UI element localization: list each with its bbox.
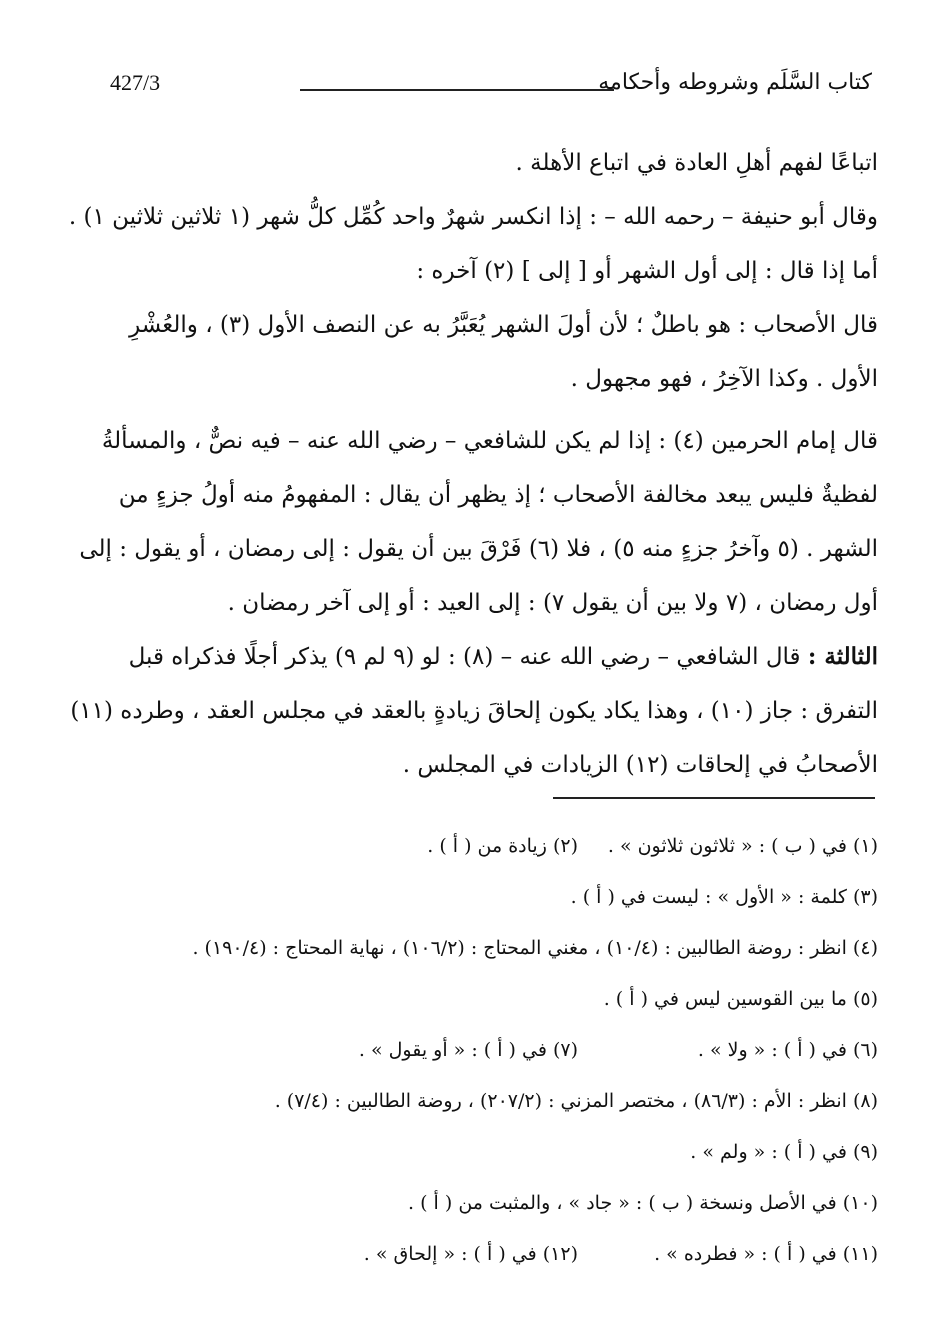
paragraph-line bbox=[110, 630, 878, 684]
paragraph-text: قال الشافعي – رضي الله عنه – (٨) : لو (٩ لم ٩) يذكر أجلًا فذكراه قبل bbox=[128, 644, 801, 670]
paragraph-line: الشهر . (٥ وآخرُ جزءٍ منه ٥) ، فلا (٦) فَرْقَ بين أن يقول : إلى رمضان ، أو يقول : إلى bbox=[79, 536, 878, 562]
paragraph-line: اتباعًا لفهم أهلِ العادة في اتباع الأهلة . bbox=[515, 150, 878, 176]
paragraph-line: قال الأصحاب : هو باطلٌ ؛ لأن أولَ الشهر يُعَبَّرُ به عن النصف الأول (٣) ، والعُشْرِ bbox=[129, 312, 878, 338]
footnote-line bbox=[180, 828, 878, 879]
footnote: (٨) انظر : الأم : (٨٦/٣) ، مختصر المزني : (٢٠٧/٢) ، روضة الطالبين : (٧/٤) . bbox=[274, 1090, 878, 1112]
header-rule bbox=[300, 89, 614, 91]
footnote: (١٠) في الأصل ونسخة ( ب ) : « جاد » ، والمثبت من ( أ ) . bbox=[408, 1192, 878, 1214]
footnote: (١١) في ( أ ) : « فطرده » . bbox=[654, 1243, 878, 1265]
footnote-line bbox=[180, 1032, 878, 1083]
paragraph-line: أول رمضان ، (٧ ولا بين أن يقول ٧) : إلى العيد : أو إلى آخر رمضان . bbox=[227, 590, 878, 616]
paragraph-line: قال إمام الحرمين (٤) : إذا لم يكن للشافعي – رضي الله عنه – فيه نصٌّ ، والمسألةُ bbox=[101, 428, 878, 454]
paragraph-gap bbox=[110, 406, 878, 414]
footnote: (٢) زيادة من ( أ ) . bbox=[427, 835, 578, 857]
footnote: (٣) كلمة : « الأول » : ليست في ( أ ) . bbox=[570, 886, 878, 908]
main-text bbox=[68, 136, 878, 792]
footnote: (٦) في ( أ ) : « ولا » . bbox=[697, 1039, 878, 1061]
paragraph-line: الأصحابُ في إلحاقات (١٢) الزيادات في المجلس . bbox=[402, 752, 878, 778]
footnote: (٩) في ( أ ) : « ولم » . bbox=[690, 1141, 878, 1163]
paragraph-line: التفرق : جاز (١٠) ، وهذا يكاد يكون إلحاقَ زيادةٍ بالعقد في مجلس العقد ، وطرده (١١) bbox=[70, 698, 878, 724]
section-heading: الثالثة : bbox=[807, 643, 878, 670]
page-number: 427/3 bbox=[110, 70, 161, 95]
footnotes bbox=[180, 828, 878, 1287]
footnote: (١٢) في ( أ ) : « إلحاق » . bbox=[363, 1243, 578, 1265]
footnote: (٤) انظر : روضة الطالبين : (١٠/٤) ، مغني المحتاج : (١٠٦/٢) ، نهاية المحتاج : (١٩٠/٤) . bbox=[192, 937, 878, 959]
footnote-rule bbox=[553, 797, 875, 799]
footnote-line bbox=[180, 1236, 878, 1287]
paragraph-line: الأول . وكذا الآخِرُ ، فهو مجهول . bbox=[570, 366, 878, 392]
footnote: (٧) في ( أ ) : « أو يقول » . bbox=[358, 1039, 578, 1061]
running-header bbox=[110, 70, 872, 110]
paragraph-line: وقال أبو حنيفة – رحمه الله – : إذا انكسر شهرٌ واحد كُمِّل كلُّ شهر (١ ثلاثين ثلاثين ١) . bbox=[68, 204, 878, 230]
footnote: (١) في ( ب ) : « ثلاثون ثلاثون » . bbox=[607, 835, 878, 857]
paragraph-line: أما إذا قال : إلى أول الشهر أو [ إلى ] (٢) آخره : bbox=[416, 258, 878, 284]
footnote: (٥) ما بين القوسين ليس في ( أ ) . bbox=[603, 988, 878, 1010]
paragraph-line: لفظيةٌ فليس يبعد مخالفة الأصحاب ؛ إذ يظهر أن يقال : المفهومُ منه أولُ جزءٍ من bbox=[118, 482, 878, 508]
book-title: كتاب السَّلَم وشروطه وأحكامه bbox=[598, 70, 872, 95]
